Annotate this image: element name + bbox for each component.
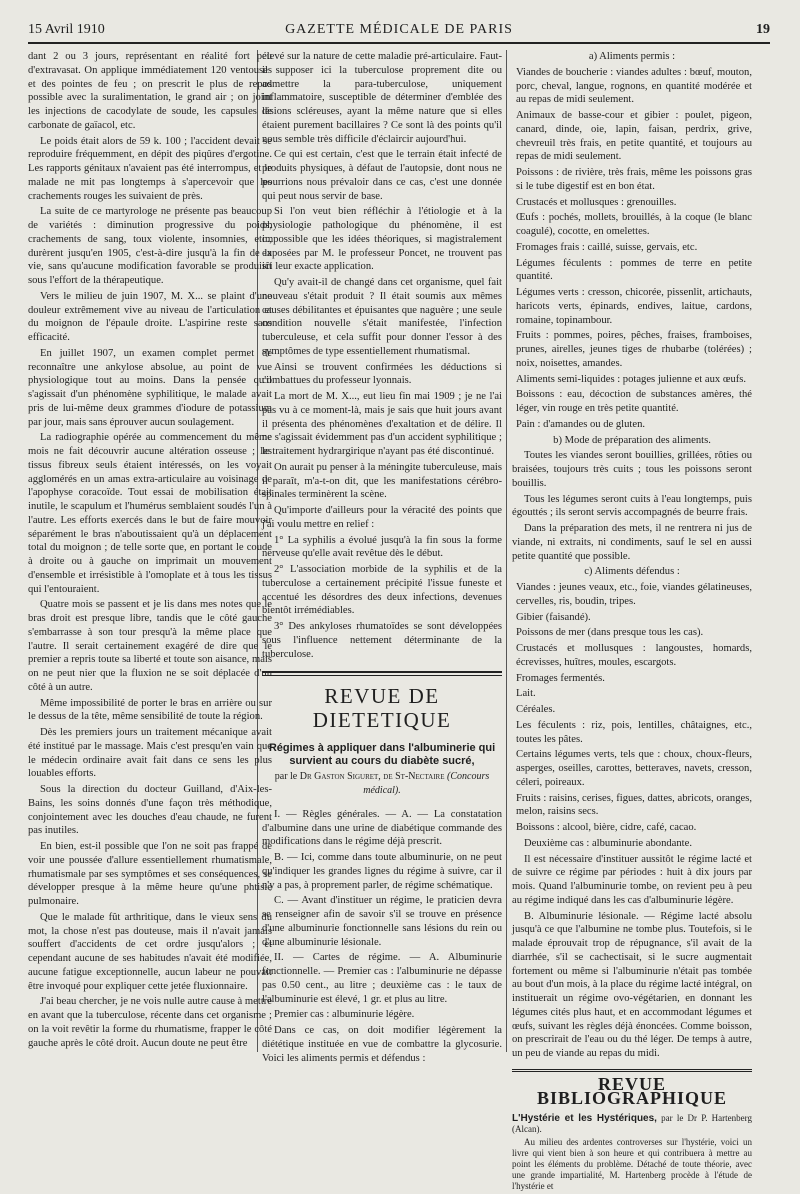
list-item: 1° La syphilis a évolué jusqu'à la fin sous la forme nerveuse qu'elle avait revêtue dès le début.: [262, 534, 502, 560]
paragraph: dant 2 ou 3 jours, représentant en réalité fort peu d'extravasat. On applique immédiatement 120 ventouses et des pointes de feu ; on prescrit le plus de repos possible avec la suralimentation, le grand air ; on joint les injections de cacodylate de soude, les capsules de carbonate de gaïacol, etc.: [28, 51, 272, 131]
subheading: b) Mode de préparation des aliments.: [553, 434, 711, 446]
header-journal-title: GAZETTE MÉDICALE DE PARIS: [285, 22, 513, 37]
column-3: [512, 50, 752, 1194]
paragraph: Vers le milieu de juin 1907, M. X... se plaint d'une douleur extrêmement vive au niveau de l'articulation et du moignon de l'épaule droite. L'aspirine reste sans efficacité.: [28, 290, 272, 343]
paragraph: Sous la direction du docteur Guilland, d'Aix-les-Bains, les soins donnés d'une façon très méthodique, conjointement avec les douches d'eau chaude, ne furent pas inutiles.: [28, 784, 272, 837]
list-item: Crustacés et mollusques : langoustes, homards, écrevisses, huîtres, moules, escargots.: [516, 643, 752, 668]
paragraph: En bien, est-il possible que l'on ne soit pas frappé de voir une poussée d'allure essentiellement rhumatismale, rhumatismale par ses symptômes et ses conséquences, se développer presque à la même heure qu'une phtisie pulmonaire.: [28, 841, 272, 907]
list-item: Fruits : pommes, poires, pêches, fraises, framboises, prunes, airelles, jeunes tiges de rhubarbe (tolérées) ; noix, noisettes, amandes.: [516, 330, 752, 369]
paragraph: Dans la préparation des mets, il ne rentrera ni jus de viande, ni extraits, ni condiments, sauf le sel en aussi petite quantité que possible.: [512, 523, 752, 562]
paragraph: Qu'importe d'ailleurs pour la véracité des points que j'ai voulu mettre en relief :: [262, 505, 502, 530]
paragraph: B. — Ici, comme dans toute albuminurie, on ne peut qu'indiquer les grandes lignes du régime à suivre, car il n'y a pas, à proprement parler, de régime schématique.: [262, 852, 502, 891]
list-item: Les féculents : riz, pois, lentilles, châtaignes, etc., toutes les pâtes.: [516, 719, 752, 745]
paragraph: La suite de ce martyrologe ne présente pas beaucoup de variétés : diminution progressive du poids, crachements de sang, toux violente, insomnies, etc., durèrent jusqu'en 1905, c'est-à-dire jusqu'à la fin de la vie, sans qu'aucune modification favorable se produisît sous l'effort de la thérapeutique.: [28, 206, 272, 286]
header-page-number: 19: [756, 22, 770, 37]
list-item: Aliments semi-liquides : potages julienne et aux œufs.: [516, 373, 747, 385]
paragraph: I. — Règles générales. — A. — La constatation d'albumine dans une urine de diabétique commande des modifications dans le régime déjà prescrit.: [262, 808, 502, 848]
paragraph: En juillet 1907, un examen complet permet de reconnaître une ankylose absolue, au point de vue physiologique tout au moins. Dans la pensée qu'il s'agissait d'un phénomène syphilitique, le malade avait pris de lui-même deux grammes d'iodure de potassium par jour, mais sans éprouver aucun soulagement.: [28, 347, 272, 428]
paragraph: Ce qui est certain, c'est que le terrain était infecté de produits physiques, à défaut de l'autopsie, dont nous ne pourrions nous prévaloir dans ce cas, c'est une donnée qui peut nous servir de base.: [262, 149, 502, 202]
paragraph: élevé sur la nature de cette maladie pré-articulaire. Faut-il supposer ici la tuberculose proprement dite ou admettre la para-tuberculose, uniquement inflammatoire, susceptible de déterminer d'emblée des lésions scléreuses, ayant la même nature que si elles étaient purement bacillaires ? Ce sont là des points qu'il nous semble très difficile d'éclaircir aujourd'hui.: [262, 51, 502, 145]
biblio-author: par le Dr P. Hartenberg (Alcan).: [512, 1113, 753, 1135]
paragraph: Même impossibilité de porter le bras en arrière ou sur le dessus de la tête, même sensibilité de toute la région.: [28, 697, 272, 723]
column-2: [262, 50, 502, 1067]
paragraph: On aurait pu penser à la méningite tuberculeuse, mais il paraît, m'a-t-on dit, que les manifestations cérébro-spinales terminèrent la scène.: [262, 461, 502, 501]
list-item: Poissons de mer (dans presque tous les cas).: [516, 627, 704, 639]
section-rule: [512, 1069, 752, 1072]
paragraph: Dans ce cas, on doit modifier légèrement la diététique instituée en vue de combattre la glycosurie. Voici les aliments permis et défendus :: [262, 1025, 502, 1064]
list-item: Fromages fermentés.: [516, 672, 605, 684]
list-item: Poissons : de rivière, très frais, même les poissons gras si le tube digestif est en bon état.: [516, 167, 752, 192]
list-item: Pain : d'amandes ou de gluten.: [516, 418, 646, 430]
column-divider: [506, 50, 507, 1052]
paragraph: J'ai beau chercher, je ne vois nulle autre cause à mettre en avant que la tuberculose, récente dans cet organisme ; on la voit revêtir la forme du rhumatisme, frapper le côté gauche après le côté droit. Aucun doute ne peut être: [28, 996, 272, 1049]
subheading: a) Aliments permis :: [588, 51, 676, 62]
list-item: Certains légumes verts, tels que : choux, choux-fleurs, asperges, oseilles, carottes, betteraves, navets, cresson, céleri, poireaux.: [516, 749, 752, 788]
paragraph: Si l'on veut bien réfléchir à l'étiologie et à la physiologie pathologique du phénomène, il est impossible que les idées théoriques, si magistralement exposées par M. le professeur Poncet, ne trouvent pas ici leur exacte application.: [262, 206, 502, 273]
byline-source: (Concours médical).: [363, 771, 490, 796]
paragraph: Tous les légumes seront cuits à l'eau longtemps, puis égouttés ; ils seront servis accompagnés de beurre frais.: [512, 493, 752, 519]
list-item: Viandes : jeunes veaux, etc., foie, viandes gélatineuses, cervelles, ris, boudin, tripes.: [516, 582, 752, 607]
paragraph: Il est nécessaire d'instituer aussitôt le régime lacté et de suivre ce régime par périodes : huit à dix jours par mois. Quand l'albuminurie tombe, on revient peu à peu au régime indiqué dans les cas d'albuminurie légère.: [512, 853, 752, 906]
list-item: 2° L'association morbide de la syphilis et de la tuberculose a certainement précipité l'issue funeste et accentué les désordres des deux infections, devenues bientôt irrémédiables.: [262, 564, 502, 617]
paragraph: Toutes les viandes seront bouillies, grillées, rôties ou braisées, toujours très cuits ; tous les poissons seront bouillis.: [512, 450, 752, 489]
byline-author: Dr Gaston Siguret, de St-Nectaire: [299, 771, 445, 783]
list-item: Crustacés et mollusques : grenouilles.: [516, 196, 677, 208]
column-1: [28, 50, 272, 1052]
list-item: 3° Des ankyloses rhumatoïdes se sont développées sous l'influence nettement déterminante de la tuberculose.: [262, 621, 502, 660]
paragraph: Deuxième cas : albuminurie abondante.: [524, 837, 692, 849]
header-date: 15 Avril 1910: [28, 22, 105, 37]
section-title: REVUE BIBLIOGRAPHIQUE: [536, 1073, 728, 1108]
list-item: Gibier (faisandé).: [516, 611, 591, 623]
article-title: Régimes à appliquer dans l'albuminerie qui survient au cours du diabète sucré,: [268, 742, 496, 768]
section-rule: [262, 671, 502, 676]
header-rule: [28, 42, 770, 44]
biblio-entry: [512, 1113, 752, 1135]
paragraph: Le poids était alors de 59 k. 100 ; l'accident devait se reproduire fréquemment, en dépit des piqûres d'ergotine. Les rapports génitaux n'avaient pas été interrompus, et le malade ne mit pas longtemps à s'apercevoir que les crachements rouges les suivaient de près.: [28, 135, 272, 202]
article-byline: [262, 770, 502, 798]
list-item: Lait.: [516, 688, 536, 700]
list-item: Viandes de boucherie : viandes adultes : bœuf, mouton, porc, cheval, langue, rognons, en quantité modérée et au repas de midi seulement.: [516, 66, 752, 106]
paragraph: II. — Cartes de régime. — A. Albuminurie fonctionnelle. — Premier cas : l'albuminurie ne dépasse pas 0.50 cent., au litre ; deuxième cas : le taux de l'albuminurie est élevé, 1 gr. et plus au litre.: [262, 952, 502, 1005]
list-item: Boissons : alcool, bière, cidre, café, cacao.: [516, 822, 697, 833]
list-item: Boissons : eau, décoction de substances amères, thé léger, vin rouge en très petite quantité.: [516, 389, 752, 414]
list-item: Fromages frais : caillé, suisse, gervais, etc.: [516, 241, 698, 253]
byline-prefix: par le: [274, 771, 298, 783]
paragraph: Qu'y avait-il de changé dans cet organisme, quel fait nouveau s'était produit ? Il était soumis aux mêmes causes débilitantes et épuisantes que naguère ; une seule condition nouvelle s'était manifestée, l'infection tuberculeuse, et cela suffit pour donner l'essor à des symptômes de type essentiellement rhumatismal.: [262, 277, 502, 357]
section-title: REVUE DE DIETETIQUE: [312, 684, 452, 733]
paragraph: Que le malade fût arthritique, dans le vieux sens du mot, la chose n'est pas douteuse, mais il n'avait jamais souffert d'accidents de cet ordre jusqu'alors ; et cependant aucune de ses habitudes n'avait été modifiée, aucune fatigue exceptionnelle, aucun labeur ne pouvait être invoqué pour expliquer cette jetée fluxionnaire.: [28, 911, 272, 992]
subheading: c) Aliments défendus :: [584, 566, 680, 578]
paragraph: La mort de M. X..., eut lieu fin mai 1909 ; je ne l'ai pas vu à ce moment-là, mais je sais que huit jours avant il présenta des phénomènes d'exaltation et de délire. Il ne s'agissait évidemment pas d'un accident syphilitique ; le traitement hydrargirique n'ayant pas été discontinué.: [262, 391, 502, 457]
paragraph: C. — Avant d'instituer un régime, le praticien devra se renseigner afin de savoir s'il se trouve en présence d'une albuminurie fonctionnelle sans lésions du rein ou d'une albuminurie lésionale.: [262, 895, 502, 948]
paragraph: Ainsi se trouvent confirmées les déductions si combattues du professeur lyonnais.: [262, 361, 502, 387]
paragraph: La radiographie opérée au commencement du même mois ne fait découvrir aucune altération osseuse ; les tissus fibreux seuls étaient intéressés, on les voyait agglomérés en un amas extra-articulaire au voisinage de l'apophyse coracoïde. Tout essai de mobilisation était inutile, le scapulum et l'humérus semblaient soudés l'un à l'autre. Les efforts exercés dans le but de faire mouvoir séparément le bras n'aboutissaient qu'à un déplacement total du moignon ; de telle sorte que, en portant le coude à droite ou à gauche on imprimait un mouvement d'ensemble et irrésistible à l'omoplate et à tous les tissus qui l'entouraient.: [28, 432, 272, 595]
list-item: Œufs : pochés, mollets, brouillés, à la coque (le blanc coagulé), cocotte, en omelettes.: [516, 212, 752, 237]
list-item: Légumes féculents : pommes de terre en petite quantité.: [516, 257, 752, 283]
list-item: Fruits : raisins, cerises, figues, dattes, abricots, oranges, melon, raisins secs.: [516, 792, 752, 818]
paragraph: Au milieu des ardentes controverses sur l'hystérie, voici un livre qui vient bien à son heure et qui contribuera à mettre au point les éléments du problème. Détaché de toute théorie, avec une grande impartialité, M. Hartenberg procède à l'étude de l'hystérie et: [512, 1137, 752, 1192]
list-item: Animaux de basse-cour et gibier : poulet, pigeon, canard, dinde, oie, lapin, faisan, perdrix, grive, chevreuil très frais, en petite quantité, et toujours au repas de midi seulement.: [516, 110, 752, 163]
paragraph: B. Albuminurie lésionale. — Régime lacté absolu jusqu'à ce que l'albumine ne tombe plus. Toutefois, si le malade éprouvait trop de répugnance, s'il avait de la diarrhée, s'il se cachectisait, si le sucre augmentait fortement ou même si l'albuminurie n'était pas tombée au bout d'un mois, à la place du régime lacté intégral, on instituerait un régime ovo-végétarien, en donnant les légumes cités plus haut, et en accommodant légumes et œufs, suivant les règles déjà énoncées. Comme boisson, on prescrirait de l'eau ou du thé léger. De temps à autre, un peu de viande au repas du midi.: [512, 910, 752, 1059]
list-item: Légumes verts : cresson, chicorée, pissenlit, artichauts, haricots verts, épinards, endives, laitue, cardons, romaine, topinambour.: [516, 287, 752, 326]
list-item: Céréales.: [516, 704, 556, 715]
paragraph: Dès les premiers jours un traitement mécanique avait été institué par le massage. Mais c'est presqu'en vain que le médecin ordinaire avait fait dans ce sens les plus louables efforts.: [28, 727, 272, 780]
paragraph: Quatre mois se passent et je lis dans mes notes que le bras droit est presque libre, tandis que le côté gauche s'embarrasse à son tour presqu'à la même place que l'autre. Il serait certainement exagéré de dire que le premier a repris toute sa liberté et toute son aisance, mais on ne peut nier que la fluxion ne se soit déplacée d'un côté à un autre.: [28, 599, 272, 693]
biblio-book-title: L'Hystérie et les Hystériques,: [512, 1113, 657, 1125]
paragraph: Premier cas : albuminurie légère.: [274, 1009, 415, 1021]
